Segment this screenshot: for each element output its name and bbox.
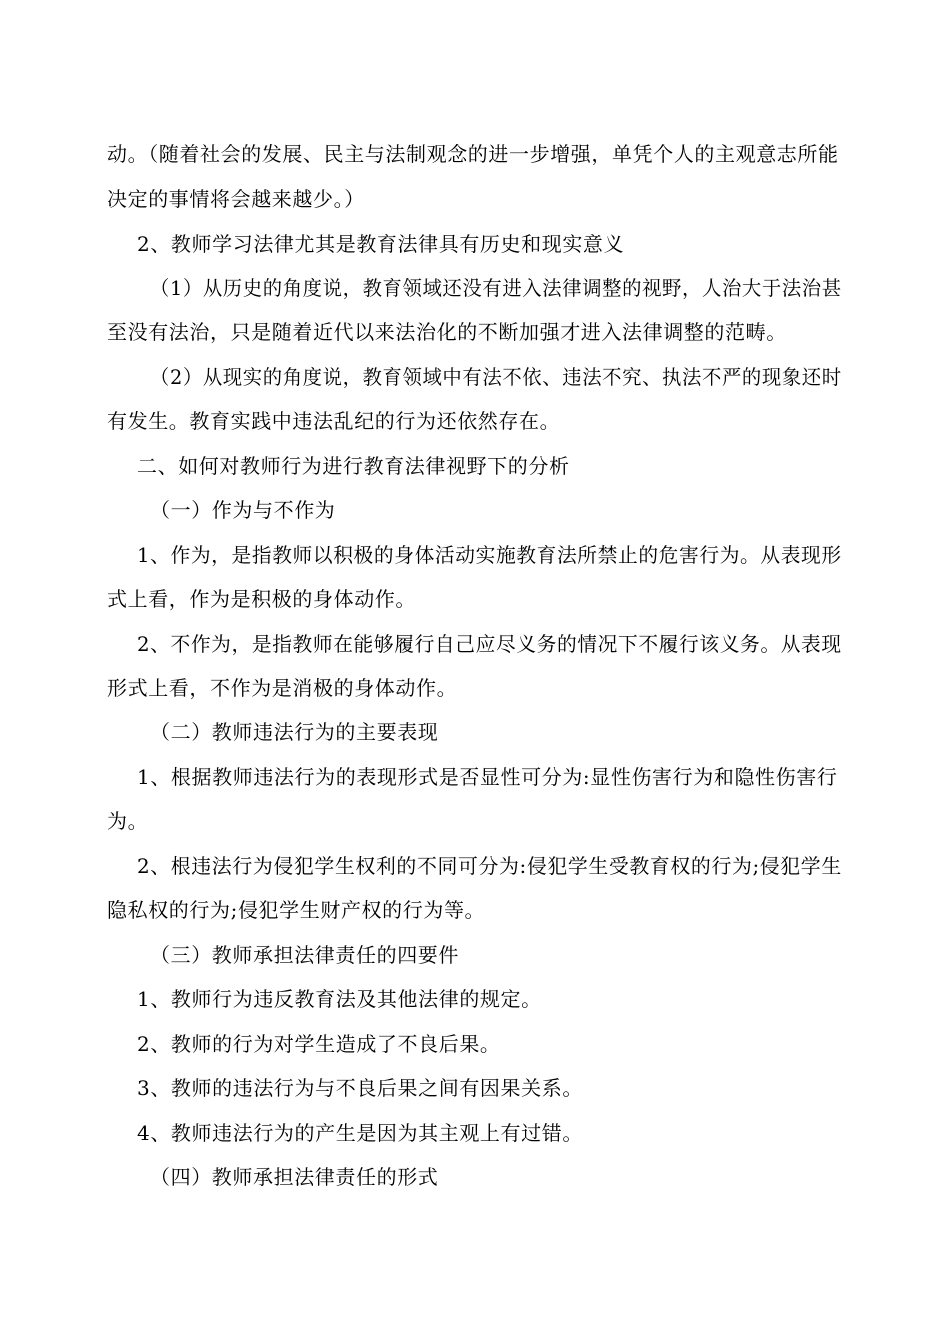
list-item: 2、教师的行为对学生造成了不良后果。	[137, 1032, 501, 1056]
subsection-heading: （四）教师承担法律责任的形式	[150, 1165, 439, 1189]
paragraph-line: 隐私权的行为;侵犯学生财产权的行为等。	[107, 898, 486, 922]
subsection-heading: （一）作为与不作为	[150, 498, 336, 522]
paragraph-line: 决定的事情将会越来越少。）	[107, 187, 365, 211]
paragraph-line: （1）从历史的角度说，教育领域还没有进入法律调整的视野，人治大于法治甚	[150, 276, 842, 300]
subsection-heading: （三）教师承担法律责任的四要件	[150, 943, 459, 967]
list-item: 4、教师违法行为的产生是因为其主观上有过错。	[137, 1121, 583, 1145]
paragraph-line: 至没有法治，只是随着近代以来法治化的不断加强才进入法律调整的范畴。	[107, 320, 787, 344]
paragraph-line: 有发生。教育实践中违法乱纪的行为还依然存在。	[107, 409, 561, 433]
paragraph-line: 2、不作为，是指教师在能够履行自己应尽义务的情况下不履行该义务。从表现	[137, 632, 842, 656]
paragraph-line: 动。（随着社会的发展、民主与法制观念的进一步增强，单凭个人的主观意志所能	[107, 142, 839, 166]
list-item: 1、教师行为违反教育法及其他法律的规定。	[137, 987, 542, 1011]
list-item: 3、教师的违法行为与不良后果之间有因果关系。	[137, 1076, 583, 1100]
paragraph-line: 1、作为，是指教师以积极的身体活动实施教育法所禁止的危害行为。从表现形	[137, 543, 842, 567]
section-heading: 二、如何对教师行为进行教育法律视野下的分析	[137, 454, 570, 478]
paragraph-line: 2、根违法行为侵犯学生权利的不同可分为:侵犯学生受教育权的行为;侵犯学生	[137, 854, 842, 878]
subsection-heading: （二）教师违法行为的主要表现	[150, 720, 439, 744]
paragraph-line: 1、根据教师违法行为的表现形式是否显性可分为:显性伤害行为和隐性伤害行	[137, 765, 838, 789]
paragraph-line: 形式上看，不作为是消极的身体动作。	[107, 676, 458, 700]
paragraph-line: （2）从现实的角度说，教育领域中有法不依、违法不究、执法不严的现象还时	[150, 365, 842, 389]
paragraph-line: 式上看，作为是积极的身体动作。	[107, 587, 416, 611]
section-heading: 2、教师学习法律尤其是教育法律具有历史和现实意义	[137, 232, 625, 256]
paragraph-line: 为。	[107, 809, 149, 833]
